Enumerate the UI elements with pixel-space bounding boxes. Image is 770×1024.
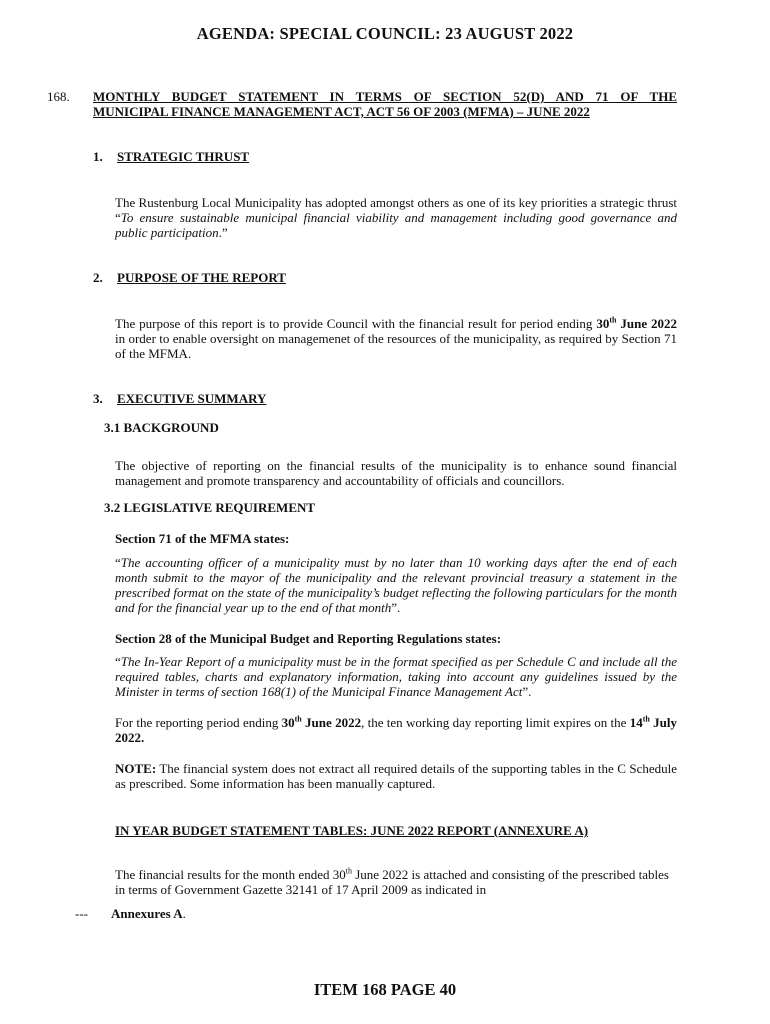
section3-heading: EXECUTIVE SUMMARY xyxy=(117,391,267,406)
tables-text: The financial results for the month ended 30th June 2022 is attached and consisting of the prescribed tables in terms of Government Gazette 32141 of 17 April 2009 as indicated in xyxy=(115,866,669,897)
section28-quote: “The In-Year Report of a municipality must be in the format specified as per Schedule C and include all the required tables, charts and explanatory information, taking into account any guidelines issued by the Minister in terms of section 168(1) of the Municipal Finance Management Act”. xyxy=(115,654,677,699)
bullet-dash: --- xyxy=(75,906,88,921)
note-text: NOTE: The financial system does not extract all required details of the supporting tables in the C Schedule as prescribed. Some information has been manually captured. xyxy=(115,761,677,791)
section2-heading: PURPOSE OF THE REPORT xyxy=(117,270,286,285)
item-title-line1: MONTHLY BUDGET STATEMENT IN TERMS OF SECTION 52(D) AND 71 OF THE xyxy=(93,89,677,104)
section2-text: The purpose of this report is to provide Council with the financial result for period ending 30th June 2022 in order to enable oversight on managemenet of the resources of the municipality, as required by Section 71 of the MFMA. xyxy=(115,315,678,361)
background-text: The objective of reporting on the financial results of the municipality is to enhance sound financial management and promote transparency and accountability of officials and councillors. xyxy=(115,458,677,488)
section1-text: The Rustenburg Local Municipality has adopted amongst others as one of its key priorities a strategic thrust “To ensure sustainable municipal financial viability and management including good governance and public participation.” xyxy=(115,195,677,240)
legislative-heading: 3.2 LEGISLATIVE REQUIREMENT xyxy=(104,500,316,515)
page-header: AGENDA: SPECIAL COUNCIL: 23 AUGUST 2022 xyxy=(196,24,574,43)
tables-heading: IN YEAR BUDGET STATEMENT TABLES: JUNE 2022 REPORT (ANNEXURE A) xyxy=(115,823,589,838)
item-number: 168. xyxy=(47,89,70,104)
section71-heading: Section 71 of the MFMA states: xyxy=(115,531,290,546)
section3-number: 3. xyxy=(93,391,103,406)
section71-quote: “The accounting officer of a municipality must by no later than 10 working days after the end of each month submit to the mayor of the municipality and the relevant provincial treasury a statement in the prescribed format on the state of the municipality’s budget reflecting the following particulars for the month and for the financial year up to the end of that month”. xyxy=(115,555,677,615)
section1-number: 1. xyxy=(93,149,103,164)
section1-heading: STRATEGIC THRUST xyxy=(117,149,250,164)
annexure-line: Annexures A. xyxy=(111,906,186,921)
section28-heading: Section 28 of the Municipal Budget and Reporting Regulations states: xyxy=(115,631,502,646)
background-heading: 3.1 BACKGROUND xyxy=(104,420,219,435)
reporting-period-text: For the reporting period ending 30th June 2022, the ten working day reporting limit expires on the 14th July 2022. xyxy=(115,714,677,745)
section2-number: 2. xyxy=(93,270,103,285)
item-title-line2: MUNICIPAL FINANCE MANAGEMENT ACT, ACT 56 OF 2003 (MFMA) – JUNE 2022 xyxy=(93,104,590,119)
page-footer: ITEM 168 PAGE 40 xyxy=(313,980,457,999)
